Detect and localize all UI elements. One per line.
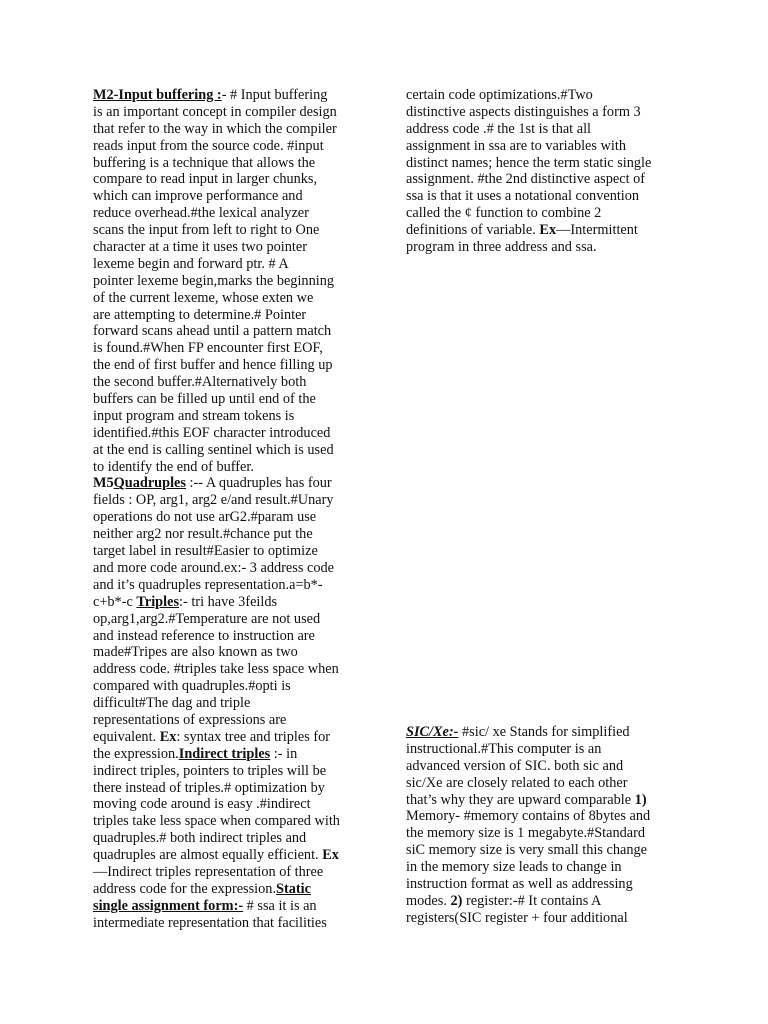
text-line — [406, 859, 678, 876]
text-run: address code. #triples take less space when — [93, 661, 339, 678]
text-line — [93, 898, 365, 915]
text-run: —Intermittent — [556, 222, 638, 239]
text-run: assignment. #the 2nd distinctive aspect of — [406, 171, 646, 188]
emphasized-text: SIC/Xe:- — [406, 724, 459, 740]
emphasized-text: Quadruples — [113, 475, 186, 492]
text-run: neither arg2 nor result.#chance put the — [93, 526, 313, 543]
text-line — [93, 577, 365, 594]
text-line — [93, 492, 365, 509]
text-line — [93, 695, 365, 712]
text-run: register:-# It contains A — [462, 892, 602, 909]
emphasized-text: 1) — [634, 791, 647, 808]
text-line — [93, 864, 365, 881]
text-line — [93, 644, 365, 661]
text-run: there instead of triples.# optimization by — [93, 779, 325, 796]
text-run: modes. — [406, 892, 451, 909]
text-run: that refer to the way in which the compiler — [93, 120, 337, 137]
emphasized-text: Ex — [539, 222, 557, 239]
text-line — [93, 712, 365, 729]
text-line — [93, 121, 365, 138]
text-run: distinctive aspects distinguishes a form 3 — [406, 103, 641, 120]
emphasized-text: 2) — [450, 892, 463, 909]
text-line — [93, 881, 365, 898]
text-line — [93, 847, 365, 864]
text-line — [93, 509, 365, 526]
text-line — [406, 842, 678, 859]
text-run: sic/Xe are closely related to each other — [406, 774, 628, 791]
text-run: difficult#The dag and triple — [93, 695, 251, 712]
text-run: forward scans ahead until a pattern match — [93, 323, 332, 340]
text-run: —Indirect triples representation of three — [93, 863, 324, 880]
right-text-column-top — [406, 87, 678, 256]
text-line — [406, 792, 678, 809]
text-run: definitions of variable. — [406, 222, 540, 239]
text-run: #sic/ xe Stands for simplified — [458, 724, 630, 740]
text-run: pointer lexeme begin,marks the beginning — [93, 272, 334, 289]
text-line — [93, 813, 365, 830]
text-run: target label in result#Easier to optimize — [93, 543, 318, 560]
text-run: is found.#When FP encounter first EOF, — [93, 340, 323, 357]
text-line — [93, 442, 365, 459]
text-line — [93, 543, 365, 560]
text-line — [93, 560, 365, 577]
text-line — [406, 876, 678, 893]
text-run: identified.#this EOF character introduced — [93, 424, 331, 441]
text-run: are attempting to determine.# Pointer — [93, 306, 307, 323]
text-line — [93, 796, 365, 813]
text-run: ssa is that it uses a notational convention — [406, 188, 640, 205]
text-run: buffering is a technique that allows the — [93, 154, 316, 171]
text-line — [93, 661, 365, 678]
text-run: moving code around is easy .#indirect — [93, 796, 311, 813]
text-line — [93, 273, 365, 290]
text-line — [93, 678, 365, 695]
text-run: indirect triples, pointers to triples will be — [93, 762, 327, 779]
text-line — [406, 741, 678, 758]
text-line — [93, 780, 365, 797]
text-run: instructional.#This computer is an — [406, 740, 602, 757]
text-run: :- tri have 3feilds — [179, 593, 278, 610]
text-run: registers(SIC register + four additional — [406, 909, 628, 926]
text-run: instruction format as well as addressing — [406, 876, 633, 893]
text-line — [93, 459, 365, 476]
text-line — [406, 205, 678, 222]
text-run: and instead reference to instruction are — [93, 627, 315, 644]
text-run: :-- A quadruples has four — [185, 475, 332, 492]
text-run: reduce overhead.#the lexical analyzer — [93, 205, 309, 222]
text-run: the expression. — [93, 745, 179, 762]
text-line — [406, 910, 678, 927]
text-run: triples take less space when compared with — [93, 813, 340, 830]
text-line — [93, 594, 365, 611]
text-run: :- in — [270, 745, 298, 762]
text-line — [93, 425, 365, 442]
text-line — [93, 290, 365, 307]
text-run: compared with quadruples.#opti is — [93, 678, 291, 695]
text-run: made#Tripes are also known as two — [93, 644, 298, 661]
emphasized-text: Triples — [136, 593, 180, 610]
emphasized-text: Static — [276, 880, 311, 897]
text-run: the second buffer.#Alternatively both — [93, 374, 307, 391]
text-run: op,arg1,arg2.#Temperature are not used — [93, 610, 321, 627]
text-run: representations of expressions are — [93, 711, 287, 728]
text-line — [93, 188, 365, 205]
emphasized-text: M2-Input buffering : — [93, 87, 222, 103]
text-line — [93, 357, 365, 374]
text-run: is an important concept in compiler design — [93, 103, 337, 120]
text-line — [93, 526, 365, 543]
text-line — [93, 256, 365, 273]
text-line — [93, 475, 365, 492]
text-run: equivalent. — [93, 728, 160, 745]
left-text-column — [93, 87, 365, 932]
text-line — [93, 138, 365, 155]
text-run: scans the input from left to right to One — [93, 222, 320, 239]
text-run: certain code optimizations.#Two — [406, 87, 593, 103]
text-line — [406, 239, 678, 256]
text-line — [93, 628, 365, 645]
text-run: to identify the end of buffer. — [93, 458, 254, 475]
text-run: character at a time it uses two pointer — [93, 239, 307, 256]
text-line — [406, 825, 678, 842]
text-run: that’s why they are upward comparable — [406, 791, 635, 808]
text-line — [406, 155, 678, 172]
text-line — [93, 763, 365, 780]
text-run: quadruples are almost equally efficient. — [93, 847, 323, 864]
text-run: : syntax tree and triples for — [176, 728, 331, 745]
text-run: # ssa it is an — [243, 897, 317, 914]
text-line — [93, 830, 365, 847]
text-run: fields : OP, arg1, arg2 e/and result.#Unary — [93, 492, 334, 509]
text-line — [406, 758, 678, 775]
text-line — [406, 87, 678, 104]
text-line — [406, 171, 678, 188]
text-run: in the memory size leads to change in — [406, 859, 622, 876]
text-line — [93, 374, 365, 391]
text-run: compare to read input in larger chunks, — [93, 171, 318, 188]
text-line — [406, 775, 678, 792]
text-line — [406, 138, 678, 155]
text-run: input program and stream tokens is — [93, 407, 295, 424]
text-line — [93, 239, 365, 256]
text-run: Memory- #memory contains of 8bytes and — [406, 808, 651, 825]
text-run: address code .# the 1st is that all — [406, 120, 592, 137]
text-line — [406, 121, 678, 138]
text-run: address code for the expression. — [93, 880, 277, 897]
text-line — [93, 408, 365, 425]
emphasized-text: Indirect triples — [178, 745, 271, 762]
text-run: c+b*-c — [93, 593, 137, 610]
text-run: lexeme begin and forward ptr. # A — [93, 255, 289, 272]
text-run: intermediate representation that facilities — [93, 914, 327, 931]
text-line — [406, 808, 678, 825]
emphasized-text: Ex — [322, 847, 339, 864]
text-run: siC memory size is very small this change — [406, 842, 648, 859]
text-run: which can improve performance and — [93, 188, 303, 205]
emphasized-text: Ex — [159, 728, 177, 745]
text-run: called the ¢ function to combine 2 — [406, 205, 602, 222]
text-line — [93, 391, 365, 408]
text-run: quadruples.# both indirect triples and — [93, 830, 307, 847]
text-line — [93, 915, 365, 932]
text-run: the memory size is 1 megabyte.#Standard — [406, 825, 646, 842]
text-line — [93, 323, 365, 340]
text-line — [93, 307, 365, 324]
text-run: advanced version of SIC. both sic and — [406, 757, 624, 774]
text-run: distinct names; hence the term static single — [406, 154, 652, 171]
text-line — [93, 746, 365, 763]
text-run: - # Input buffering — [221, 87, 328, 103]
emphasized-text: M5 — [93, 475, 114, 492]
text-line — [93, 729, 365, 746]
right-text-column-bottom — [406, 724, 678, 927]
text-line — [406, 222, 678, 239]
text-line — [406, 188, 678, 205]
text-run: assignment in ssa are to variables with — [406, 137, 626, 154]
text-line — [93, 611, 365, 628]
text-run: of the current lexeme, whose exten we — [93, 289, 314, 306]
text-run: reads input from the source code. #input — [93, 137, 324, 154]
text-run: and it’s quadruples representation.a=b*- — [93, 576, 323, 593]
text-run: at the end is calling sentinel which is used — [93, 441, 334, 458]
text-line — [93, 340, 365, 357]
emphasized-text: single assignment form:- — [93, 897, 244, 914]
text-line — [406, 893, 678, 910]
text-line — [93, 104, 365, 121]
text-line — [93, 205, 365, 222]
text-line — [93, 155, 365, 172]
text-line — [406, 104, 678, 121]
text-run: and more code around.ex:- 3 address code — [93, 559, 334, 576]
text-run: operations do not use arG2.#param use — [93, 509, 317, 526]
text-line — [93, 171, 365, 188]
text-line — [93, 222, 365, 239]
text-line — [93, 87, 365, 104]
text-run: program in three address and ssa. — [406, 239, 597, 256]
text-run: the end of first buffer and hence filling up — [93, 357, 333, 374]
text-line — [406, 724, 678, 741]
text-run: buffers can be filled up until end of the — [93, 391, 316, 408]
